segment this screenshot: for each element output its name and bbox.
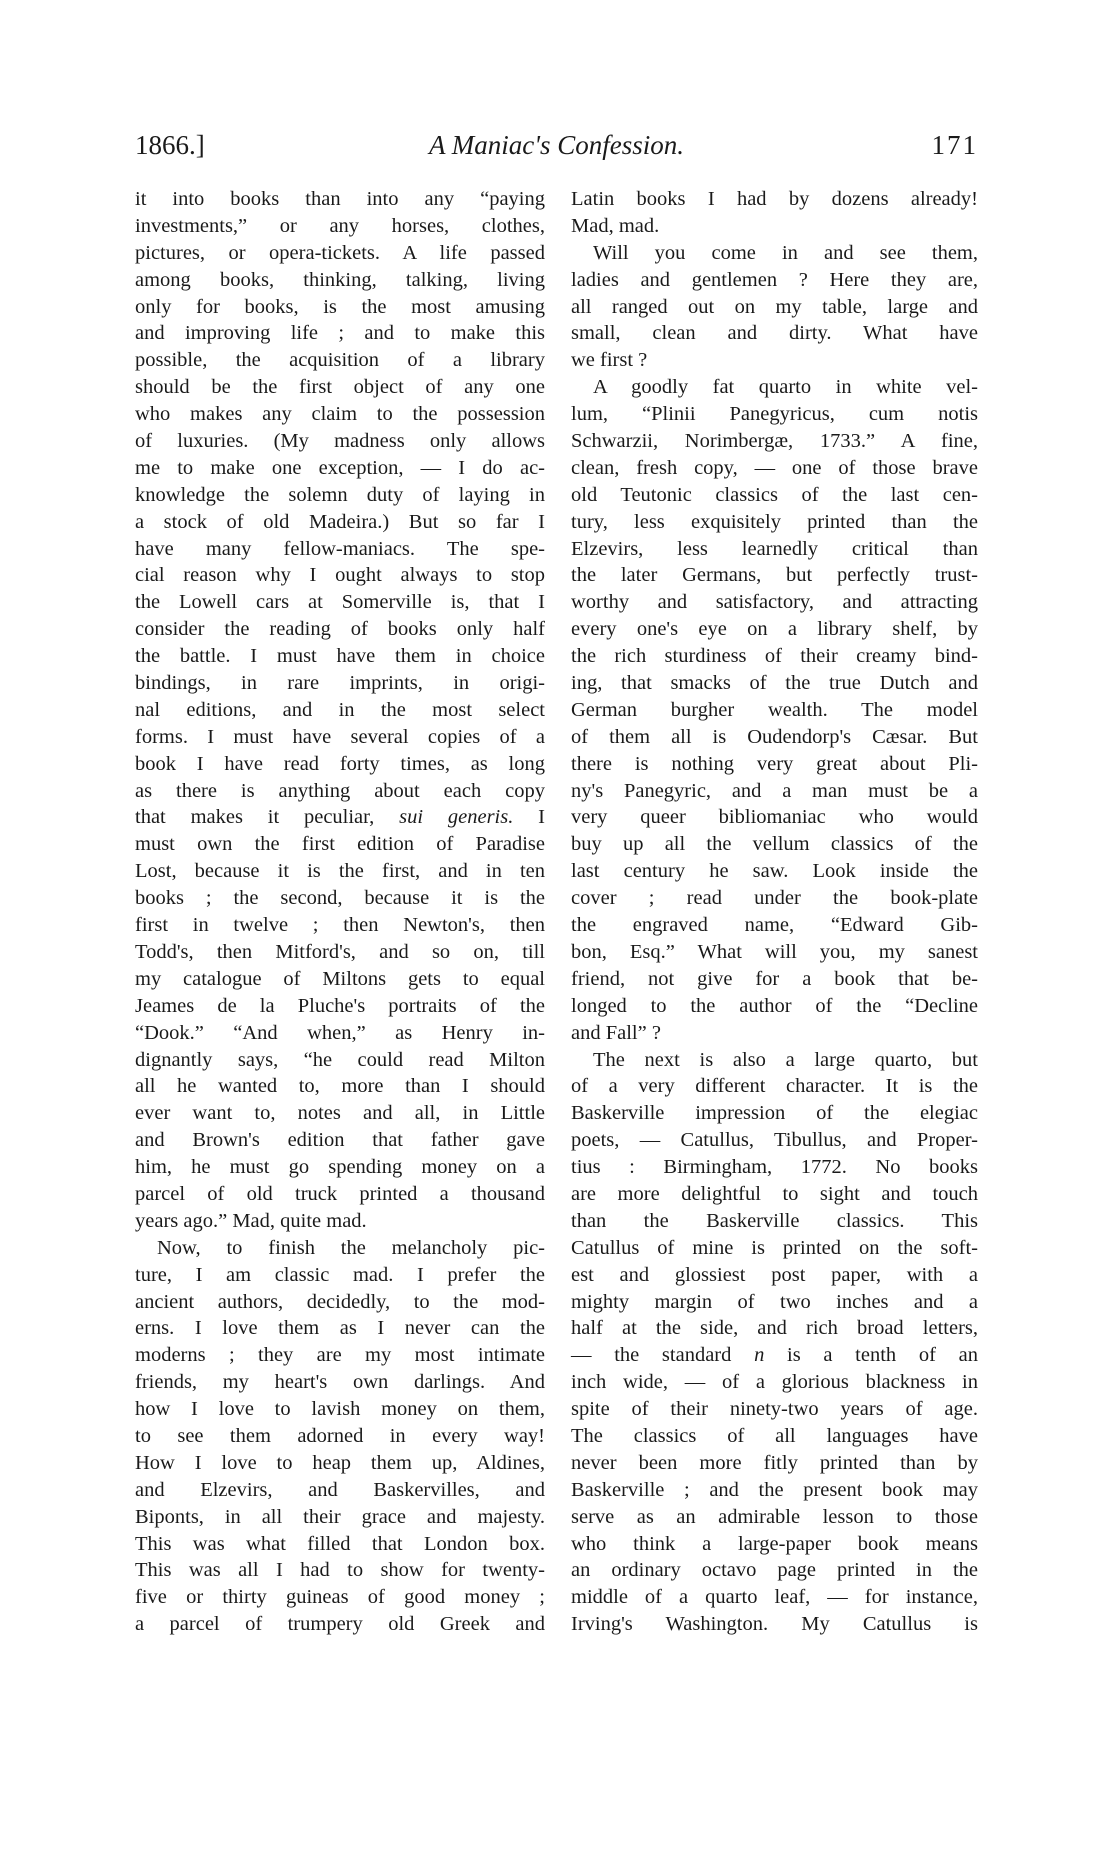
text-line: small, clean and dirty. What have bbox=[571, 322, 978, 345]
text-line: Irving's Washington. My Catullus is bbox=[571, 1613, 978, 1636]
text-line: all he wanted to, more than I should bbox=[135, 1075, 545, 1098]
text-line: “Dook.” “And when,” as Henry in- bbox=[135, 1021, 545, 1044]
text-line: Mad, mad. bbox=[571, 214, 660, 237]
text-line: of them all is Oudendorp's Cæsar. But bbox=[571, 725, 978, 748]
text-line: middle of a quarto leaf, — for instance, bbox=[571, 1586, 978, 1609]
text-line: Baskerville impression of the elegiac bbox=[571, 1102, 978, 1125]
text-line: it into books than into any “paying bbox=[135, 188, 545, 210]
text-line: ever want to, notes and all, in Little bbox=[135, 1102, 545, 1125]
text-line: longed to the author of the “Decline bbox=[571, 994, 978, 1017]
text-line: serve as an admirable lesson to those bbox=[571, 1505, 978, 1528]
text-line: of a very different character. It is the bbox=[571, 1075, 978, 1098]
text-line: never been more fitly printed than by bbox=[571, 1451, 978, 1474]
text-line: to see them adorned in every way! bbox=[135, 1424, 545, 1447]
text-line: a stock of old Madeira.) But so far I bbox=[135, 510, 545, 533]
text-line: friend, not give for a book that be- bbox=[571, 967, 978, 990]
text-line: Catullus of mine is printed on the soft- bbox=[571, 1236, 978, 1259]
text-line: who makes any claim to the possession bbox=[135, 403, 545, 426]
text-line: The next is also a large quarto, but bbox=[593, 1048, 978, 1071]
text-line: Baskerville ; and the present book may bbox=[571, 1478, 978, 1501]
text-line: ing, that smacks of the true Dutch and bbox=[571, 672, 978, 695]
text-line: lum, “Plinii Panegyricus, cum notis bbox=[571, 403, 978, 426]
text-line: friends, my heart's own darlings. And bbox=[135, 1371, 545, 1394]
header-year: 1866.] bbox=[135, 130, 205, 160]
text-line: only for books, is the most amusing bbox=[135, 295, 545, 318]
text-line: book I have read forty times, as long bbox=[135, 752, 545, 775]
text-line: pictures, or opera-tickets. A life passed bbox=[135, 241, 545, 264]
text-line: The classics of all languages have bbox=[571, 1424, 978, 1447]
text-line: investments,” or any horses, clothes, bbox=[135, 214, 545, 237]
text-line: are more delightful to sight and touch bbox=[571, 1182, 978, 1205]
text-line: parcel of old truck printed a thousand bbox=[135, 1182, 545, 1205]
text-line: last century he saw. Look inside the bbox=[571, 860, 978, 883]
text-line: nal editions, and in the most select bbox=[135, 698, 545, 721]
text-line: consider the reading of books only half bbox=[135, 618, 545, 641]
text-line: possible, the acquisition of a library bbox=[135, 349, 545, 372]
text-line: that makes it peculiar, sui generis. I bbox=[135, 806, 546, 829]
text-line: very queer bibliomaniac who would bbox=[571, 806, 978, 829]
text-line: should be the first object of any one bbox=[135, 376, 545, 399]
text-line: there is nothing very great about Pli- bbox=[571, 752, 978, 775]
text-line: worthy and satisfactory, and attracting bbox=[571, 591, 978, 614]
text-line: tius : Birmingham, 1772. No books bbox=[571, 1156, 978, 1179]
text-line: have many fellow-maniacs. The spe- bbox=[135, 537, 545, 560]
text-line: cover ; read under the book-plate bbox=[571, 887, 978, 910]
text-line: Latin books I had by dozens already! bbox=[571, 188, 978, 210]
text-line: This was all I had to show for twenty- bbox=[135, 1559, 545, 1582]
text-line: Elzevirs, less learnedly critical than bbox=[571, 537, 978, 560]
text-line: inch wide, — of a glorious blackness in bbox=[571, 1371, 978, 1394]
text-line: tury, less exquisitely printed than the bbox=[571, 510, 978, 533]
text-line: — the standard n is a tenth of an bbox=[571, 1344, 978, 1367]
text-line: among books, thinking, talking, living bbox=[135, 268, 545, 291]
text-line: old Teutonic classics of the last cen- bbox=[571, 483, 978, 506]
text-line: the battle. I must have them in choice bbox=[135, 645, 545, 668]
text-line: Lost, because it is the first, and in ten bbox=[135, 860, 545, 883]
text-line: mighty margin of two inches and a bbox=[571, 1290, 978, 1313]
text-line: knowledge the solemn duty of laying in bbox=[135, 483, 545, 506]
text-line: all ranged out on my table, large and bbox=[571, 295, 978, 318]
text-line: first in twelve ; then Newton's, then bbox=[135, 914, 545, 937]
text-line: half at the side, and rich broad letters, bbox=[571, 1317, 978, 1340]
text-line: a parcel of trumpery old Greek and bbox=[135, 1613, 545, 1636]
text-line: than the Baskerville classics. This bbox=[571, 1209, 978, 1232]
text-line: forms. I must have several copies of a bbox=[135, 725, 545, 748]
text-line: moderns ; they are my most intimate bbox=[135, 1344, 545, 1367]
text-line: the rich sturdiness of their creamy bind- bbox=[571, 645, 978, 668]
text-line: cial reason why I ought always to stop bbox=[135, 564, 545, 587]
text-line: the later Germans, but perfectly trust- bbox=[571, 564, 978, 587]
text-line: Jeames de la Pluche's portraits of the bbox=[135, 994, 545, 1017]
text-line: dignantly says, “he could read Milton bbox=[135, 1048, 545, 1071]
text-line: ancient authors, decidedly, to the mod- bbox=[135, 1290, 545, 1313]
italic-phrase: sui generis. bbox=[399, 806, 514, 829]
italic-letter: n bbox=[754, 1344, 765, 1367]
text-line: my catalogue of Miltons gets to equal bbox=[135, 967, 545, 990]
text-line: and Fall” ? bbox=[571, 1021, 661, 1044]
text-line: we first ? bbox=[571, 349, 648, 372]
text-line: spite of their ninety-two years of age. bbox=[571, 1398, 978, 1421]
text-line: as there is anything about each copy bbox=[135, 779, 545, 802]
text-line: Schwarzii, Norimbergæ, 1733.” A fine, bbox=[571, 430, 978, 453]
page-number: 171 bbox=[931, 130, 978, 160]
text-line: ture, I am classic mad. I prefer the bbox=[135, 1263, 545, 1286]
running-header bbox=[135, 130, 978, 170]
text-line: an ordinary octavo page printed in the bbox=[571, 1559, 978, 1582]
text-line: of luxuries. (My madness only allows bbox=[135, 430, 545, 453]
text-line: This was what filled that London box. bbox=[135, 1532, 545, 1555]
text-line: every one's eye on a library shelf, by bbox=[571, 618, 978, 641]
text-line: Biponts, in all their grace and majesty. bbox=[135, 1505, 545, 1528]
text-line: German burgher wealth. The model bbox=[571, 698, 978, 721]
text-line: and Elzevirs, and Baskervilles, and bbox=[135, 1478, 545, 1501]
right-column bbox=[571, 186, 978, 1638]
text-line: poets, — Catullus, Tibullus, and Proper- bbox=[571, 1129, 978, 1152]
text-line: erns. I love them as I never can the bbox=[135, 1317, 545, 1340]
text-line: ladies and gentlemen ? Here they are, bbox=[571, 268, 978, 291]
text-line: buy up all the vellum classics of the bbox=[571, 833, 978, 856]
text-line: the engraved name, “Edward Gib- bbox=[571, 914, 978, 937]
text-line: him, he must go spending money on a bbox=[135, 1156, 545, 1179]
text-line: years ago.” Mad, quite mad. bbox=[135, 1209, 367, 1232]
text-line: must own the first edition of Paradise bbox=[135, 833, 545, 856]
text-line: Now, to finish the melancholy pic- bbox=[157, 1236, 545, 1259]
text-line: How I love to heap them up, Aldines, bbox=[135, 1451, 545, 1474]
text-line: A goodly fat quarto in white vel- bbox=[593, 376, 978, 399]
text-line: and improving life ; and to make this bbox=[135, 322, 545, 345]
text-line: bindings, in rare imprints, in origi- bbox=[135, 672, 545, 695]
text-line: how I love to lavish money on them, bbox=[135, 1398, 545, 1421]
text-line: books ; the second, because it is the bbox=[135, 887, 545, 910]
text-line: five or thirty guineas of good money ; bbox=[135, 1586, 545, 1609]
text-line: clean, fresh copy, — one of those brave bbox=[571, 456, 978, 479]
text-line: est and glossiest post paper, with a bbox=[571, 1263, 978, 1286]
text-line: Will you come in and see them, bbox=[593, 241, 978, 264]
text-line: Todd's, then Mitford's, and so on, till bbox=[135, 940, 545, 963]
text-line: me to make one exception, — I do ac- bbox=[135, 456, 545, 479]
text-line: and Brown's edition that father gave bbox=[135, 1129, 545, 1152]
text-line: ny's Panegyric, and a man must be a bbox=[571, 779, 978, 802]
header-title: A Maniac's Confession. bbox=[428, 130, 685, 160]
text-line: the Lowell cars at Somerville is, that I bbox=[135, 591, 545, 614]
left-column bbox=[135, 186, 545, 1638]
text-line: bon, Esq.” What will you, my sanest bbox=[571, 940, 978, 963]
text-line: who think a large-paper book means bbox=[571, 1532, 978, 1555]
